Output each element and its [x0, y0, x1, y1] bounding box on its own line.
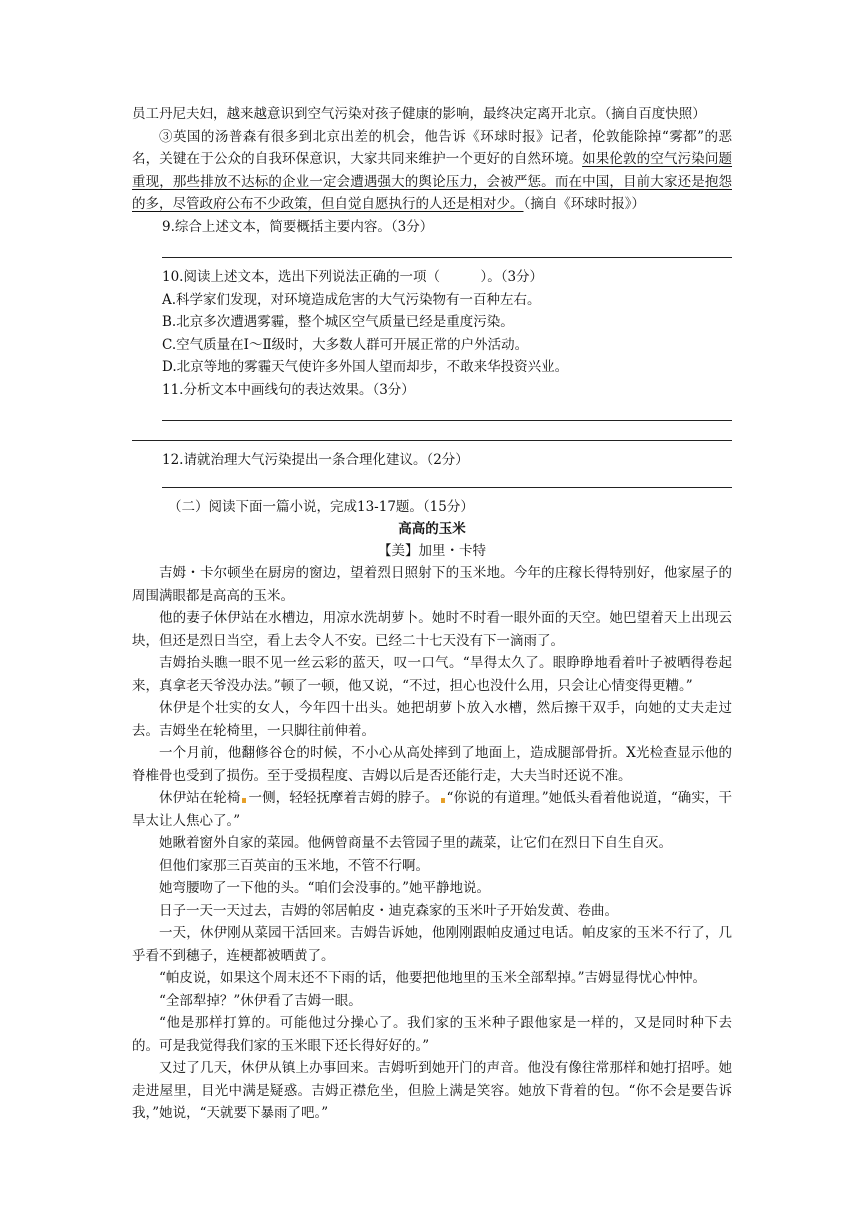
story-paragraph: 他的妻子休伊站在水槽边，用凉水洗胡萝卜。她时不时看一眼外面的天空。她巴望着天上出现云块，但还是烈日当空，看上去令人不安。已经二十七天没有下一滴雨了。	[132, 610, 732, 649]
story-paragraph: 但他们家那三百英亩的玉米地，不管不行啊。	[159, 857, 429, 874]
story-text: 休伊站在轮椅	[159, 790, 241, 806]
question-10: 10.阅读上述文本，选出下列说法正确的一项（ ）。（3分）	[162, 269, 544, 285]
answer-line[interactable]	[162, 486, 732, 488]
story-paragraph	[132, 787, 732, 832]
story-author: 【美】加里・卡特	[378, 543, 486, 559]
answer-line[interactable]	[162, 256, 732, 258]
option-a: A.科学家们发现，对环境造成危害的大气污染物有一百种左右。	[162, 291, 541, 308]
story-text: 一侧，轻轻抚摩着吉姆的脖子。	[248, 790, 439, 806]
story-paragraph: 一个月前，他翻修谷仓的时候，不小心从高处摔到了地面上，造成腿部骨折。X光检查显示他的脊椎骨也受到了损伤。至于受损程度、吉姆以后是否还能行走，大夫当时还说不准。	[132, 745, 732, 784]
answer-line[interactable]	[132, 439, 732, 441]
story-paragraph: 一天，休伊刚从菜园干活回来。吉姆告诉她，他刚刚跟帕皮通过电话。帕皮家的玉米不行了，几乎看不到穗子，连梗都被晒黄了。	[132, 925, 732, 964]
underlined-sentence: 如果伦敦的空气污染问题重现，那些排放不达标的企业一定会遭遇强大的舆论压力，会被严惩。而在中国，目前大家还是抱怨的多，尽管政府公布不少政策，但自觉自愿执行的人还是相对少。	[132, 151, 733, 212]
question-12: 12.请就治理大气污染提出一条合理化建议。（2分）	[162, 452, 469, 468]
story-paragraph: 吉姆・卡尔顿坐在厨房的窗边，望着烈日照射下的玉米地。今年的庄稼长得特别好，他家屋子的周围满眼都是高高的玉米。	[132, 565, 732, 604]
story-paragraph: “全部犁掉？”休伊看了吉姆一眼。	[159, 992, 362, 1009]
orange-mark-icon	[242, 798, 246, 803]
passage-paragraph-3	[132, 126, 732, 216]
orange-mark-icon	[441, 798, 445, 803]
option-c: C.空气质量在Ⅰ～Ⅱ级时，大多数人群可开展正常的户外活动。	[162, 336, 529, 353]
question-9: 9.综合上述文本，简要概括主要内容。（3分）	[162, 218, 434, 235]
passage-paragraph: 员工丹尼夫妇，越来越意识到空气污染对孩子健康的影响，最终决定离开北京。（摘自百度快照）	[132, 106, 706, 122]
story-paragraph: “帕皮说，如果这个周末还不下雨的话，他要把他地里的玉米全部犁掉。”吉姆显得忧心忡忡。	[159, 970, 707, 986]
option-d: D.北京等地的雾霾天气使许多外国人望而却步，不敢来华投资兴业。	[162, 359, 569, 375]
story-paragraph: 日子一天一天过去，吉姆的邻居帕皮・迪克森家的玉米叶子开始发黄、卷曲。	[159, 902, 618, 919]
story-paragraph: “他是那样打算的。可能他过分操心了。我们家的玉米种子跟他家是一样的，又是同时种下去的。可是我觉得我们家的玉米眼下还长得好好的。”	[132, 1015, 732, 1054]
story-text: “你说的有道理。”她低头看着他说道，“确实，干旱太让人焦心了。”	[132, 790, 733, 829]
story-paragraph: 又过了几天，休伊从镇上办事回来。吉姆听到她开门的声音。他没有像往常那样和她打招呼。她走进屋里，目光中满是疑惑。吉姆正襟危坐，但脸上满是笑容。她放下背着的包。“你不会是要告诉我，”她说，“天就要下暴雨了吧。”	[132, 1060, 732, 1121]
source-note: （摘自《环球时报》）	[523, 196, 645, 212]
option-b: B.北京多次遭遇雾霾，整个城区空气质量已经是重度污染。	[162, 314, 514, 330]
question-11: 11.分析文本中画线句的表达效果。（3分）	[162, 381, 415, 398]
story-paragraph: 吉姆抬头瞧一眼不见一丝云彩的蓝天，叹一口气。“旱得太久了。眼睁睁地看着叶子被晒得卷起来，真拿老天爷没办法。”顿了一顿，他又说，“不过，担心也没什么用，只会让心情变得更糟。”	[132, 655, 732, 694]
story-paragraph: 休伊是个壮实的女人，今年四十出头。她把胡萝卜放入水槽，然后擦干双手，向她的丈夫走过去。吉姆坐在轮椅里，一只脚往前伸着。	[132, 700, 732, 739]
section-heading: （二）阅读下面一篇小说，完成13-17题。（15分）	[168, 498, 474, 515]
story-title: 高高的玉米	[398, 521, 466, 537]
story-paragraph: 她瞅着窗外自家的菜园。他俩曾商量不去管园子里的蔬菜，让它们在烈日下自生自灭。	[159, 835, 672, 851]
page-content	[132, 103, 732, 1125]
answer-line[interactable]	[162, 419, 732, 421]
passage-text: ③英国的汤普森有很多到北京出差的机会，他告诉《环球时报》记者，伦敦能除掉“雾都”的恶名，关键在于公众的自我环保意识，大家共同来维护一个更好的自然环境。	[132, 128, 732, 167]
story-paragraph: 她弯腰吻了一下他的头。“咱们会没事的。”她平静地说。	[159, 880, 491, 896]
